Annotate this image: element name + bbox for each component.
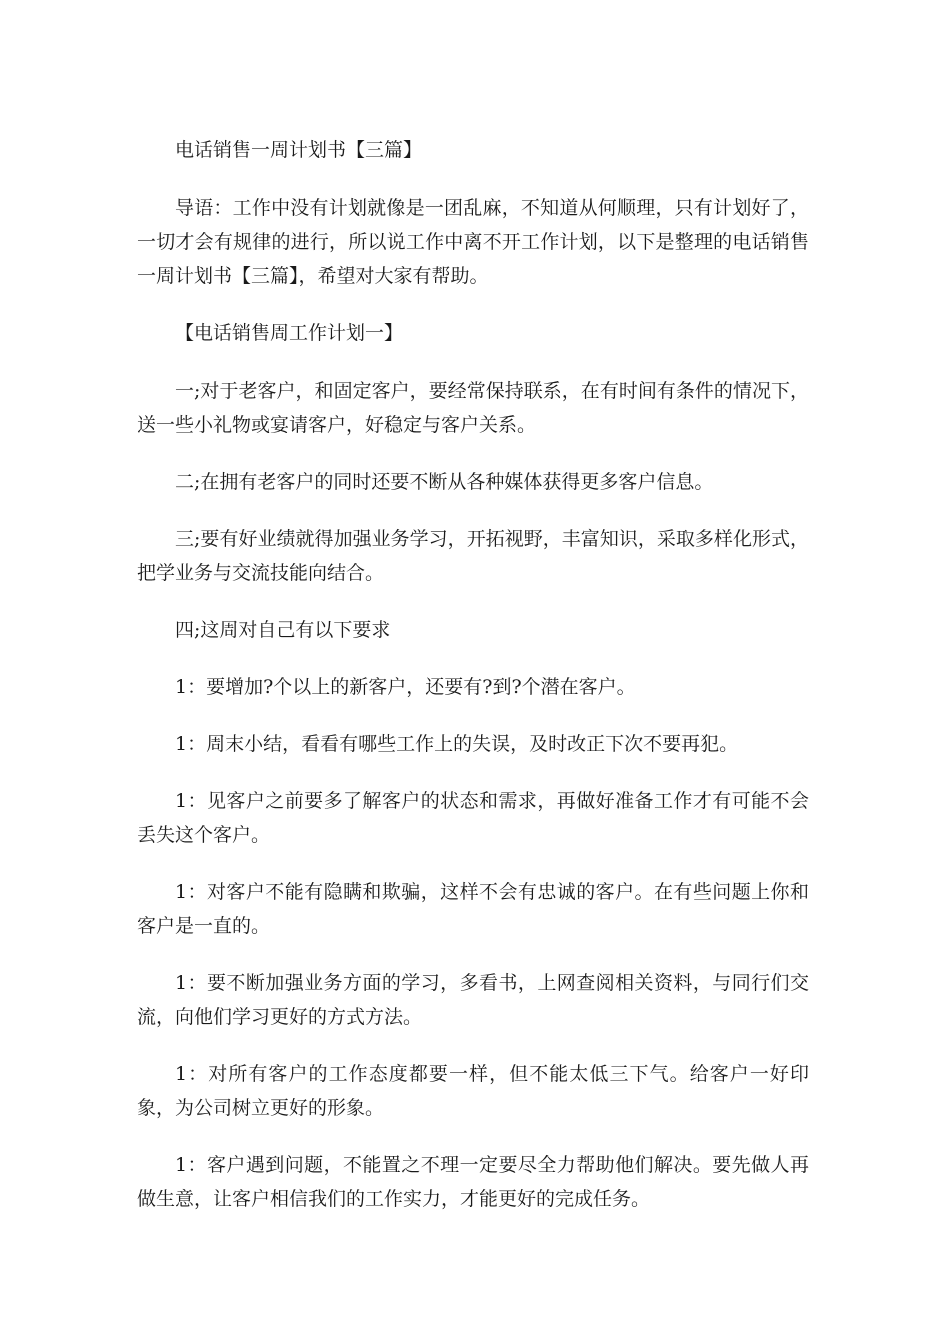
body-paragraph: 1：要不断加强业务方面的学习，多看书，上网查阅相关资料，与同行们交流，向他们学习更好的方式方法。 bbox=[137, 972, 809, 1028]
document-body bbox=[137, 133, 809, 1239]
body-paragraph: 四;这周对自己有以下要求 bbox=[175, 619, 391, 641]
body-paragraph: 一;对于老客户，和固定客户，要经常保持联系，在有时间有条件的情况下，送一些小礼物或宴请客户，好稳定与客户关系。 bbox=[137, 380, 809, 436]
body-paragraph: 三;要有好业绩就得加强业务学习，开拓视野，丰富知识，采取多样化形式，把学业务与交流技能向结合。 bbox=[137, 528, 809, 584]
intro-paragraph: 导语：工作中没有计划就像是一团乱麻，不知道从何顺理，只有计划好了，一切才会有规律的进行，所以说工作中离不开工作计划，以下是整理的电话销售一周计划书【三篇】，希望对大家有帮助。 bbox=[137, 197, 809, 287]
document-title: 电话销售一周计划书【三篇】 bbox=[175, 139, 423, 161]
body-paragraph: 1：对客户不能有隐瞒和欺骗，这样不会有忠诚的客户。在有些问题上你和客户是一直的。 bbox=[137, 881, 809, 937]
body-paragraph: 1：见客户之前要多了解客户的状态和需求，再做好准备工作才有可能不会丢失这个客户。 bbox=[137, 790, 809, 846]
body-paragraph: 1：客户遇到问题，不能置之不理一定要尽全力帮助他们解决。要先做人再做生意，让客户相信我们的工作实力，才能更好的完成任务。 bbox=[137, 1154, 809, 1210]
body-paragraph: 1：周末小结，看看有哪些工作上的失误，及时改正下次不要再犯。 bbox=[175, 733, 739, 755]
section-heading: 【电话销售周工作计划一】 bbox=[175, 322, 404, 344]
body-paragraph: 二;在拥有老客户的同时还要不断从各种媒体获得更多客户信息。 bbox=[175, 471, 714, 493]
body-paragraph: 1：要增加?个以上的新客户，还要有?到?个潜在客户。 bbox=[175, 676, 636, 698]
body-paragraph: 1：对所有客户的工作态度都要一样，但不能太低三下气。给客户一好印象，为公司树立更好的形象。 bbox=[137, 1063, 809, 1119]
